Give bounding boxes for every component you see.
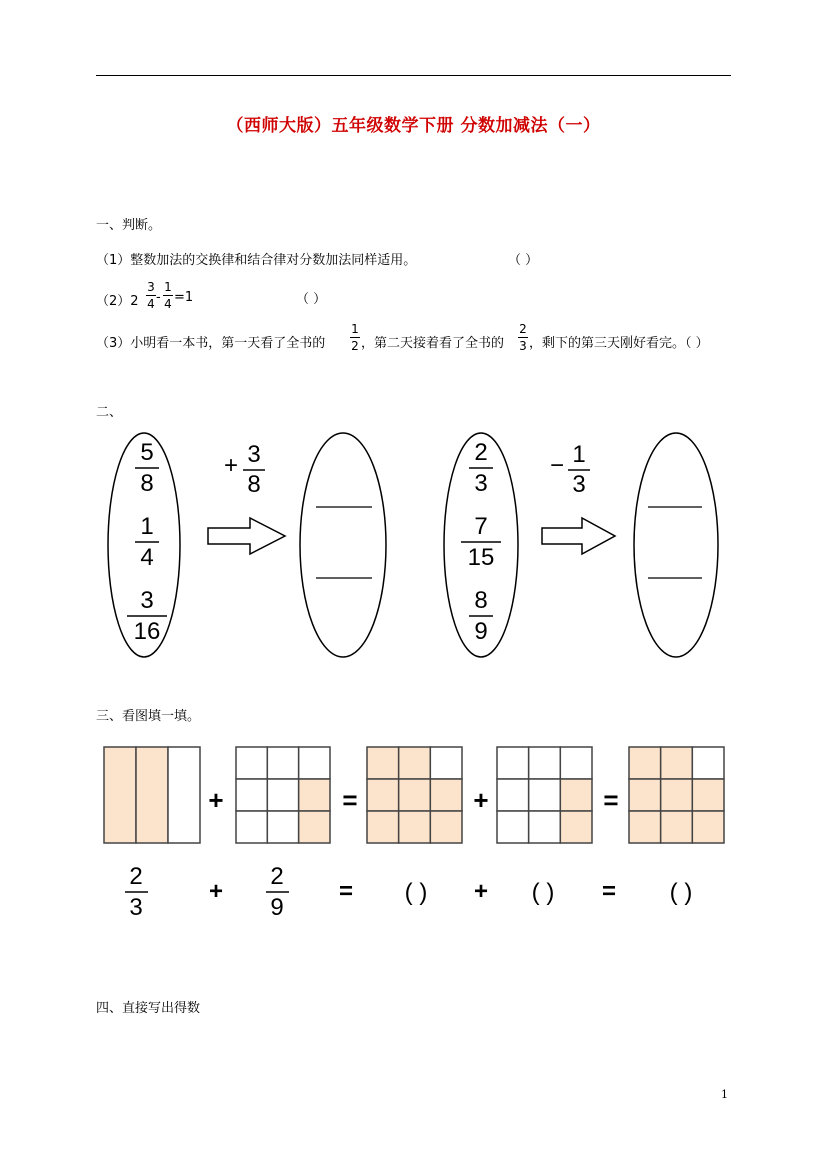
q3-fraction-1 <box>350 322 360 353</box>
input-fraction-numerator: 7 <box>474 513 488 540</box>
q2-prefix: （2）2 <box>96 294 139 309</box>
input-fraction-numerator: 2 <box>474 439 488 466</box>
shaded-cell <box>399 811 431 843</box>
eq-answer-blank-1[interactable]: ( ) <box>404 879 428 906</box>
arrow-right-icon <box>542 518 615 554</box>
shaded-cell <box>661 779 693 811</box>
section1-heading: 一、判断。 <box>96 218 162 233</box>
shaded-cell <box>367 811 399 843</box>
input-fraction-denominator: 3 <box>474 470 488 497</box>
q3-frac1-num: 1 <box>351 322 359 336</box>
q3-fraction-2 <box>518 322 528 353</box>
shaded-cell <box>136 747 168 843</box>
grid-cell <box>236 779 267 811</box>
q2-suffix: =1 <box>174 290 194 305</box>
eq-equals: = <box>338 878 354 905</box>
op-plus: + <box>208 785 224 815</box>
q3-frac2-den: 3 <box>519 339 527 353</box>
page-title: （西师大版）五年级数学下册 分数加减法（一） <box>226 116 601 136</box>
grid-cell <box>267 779 298 811</box>
shaded-cell <box>430 779 462 811</box>
arrow-right-icon <box>208 518 285 554</box>
input-fraction-denominator: 16 <box>133 618 161 645</box>
eq-equals: = <box>601 878 617 905</box>
input-fraction-denominator: 4 <box>140 544 154 571</box>
grid-addend-two <box>497 747 592 843</box>
q2-fraction-2 <box>163 280 173 311</box>
grid-cell <box>267 747 298 779</box>
fraction-bar <box>146 295 156 296</box>
grid-cell <box>497 779 529 811</box>
shaded-cell <box>661 747 693 779</box>
q3-part2: ，第二天接着看了全书的 <box>361 336 505 351</box>
q2-frac1-den: 4 <box>147 297 155 311</box>
shaded-cell <box>692 779 724 811</box>
shaded-cell <box>367 747 399 779</box>
q1-text: （1）整数加法的交换律和结合律对分数加法同样适用。 <box>96 253 417 268</box>
q2-answer-blank[interactable]: （ ） <box>296 292 327 307</box>
grid-cell <box>168 747 200 843</box>
grid-addition-diagram <box>0 740 827 920</box>
grid-sum-one <box>367 747 462 843</box>
shaded-cell <box>399 779 431 811</box>
q3-part1: （3）小明看一本书，第一天看了全书的 <box>96 336 326 351</box>
shaded-cell <box>629 747 661 779</box>
shaded-cell <box>661 811 693 843</box>
eq-frac2-den: 9 <box>270 894 284 920</box>
shaded-cell <box>299 811 330 843</box>
section3-heading: 三、看图填一填。 <box>96 709 201 724</box>
grid-cell <box>236 811 267 843</box>
grid-cell <box>267 811 298 843</box>
right-op-den: 3 <box>572 471 586 498</box>
grid-two-thirds <box>104 747 200 843</box>
fraction-bar <box>163 295 173 296</box>
eq-plus: + <box>473 878 489 905</box>
shaded-cell <box>367 779 399 811</box>
input-fraction-numerator: 3 <box>140 587 154 614</box>
output-oval-right <box>634 433 718 657</box>
input-fraction-numerator: 1 <box>140 513 154 540</box>
eq-frac1-den: 3 <box>129 894 143 920</box>
grid-cell <box>692 747 724 779</box>
op-equals: = <box>603 785 619 815</box>
op-plus: + <box>473 785 489 815</box>
q2-minus: - <box>156 290 161 305</box>
shaded-cell <box>104 747 136 843</box>
section2-heading: 二、 <box>96 405 123 420</box>
eq-frac2-num: 2 <box>270 863 284 890</box>
eq-plus: + <box>208 878 224 905</box>
grid-cell <box>560 747 592 779</box>
grid-cell <box>529 779 561 811</box>
fraction-machine-diagram <box>0 420 827 670</box>
shaded-cell <box>299 779 330 811</box>
right-op-num: 1 <box>572 441 586 468</box>
shaded-cell <box>430 811 462 843</box>
q3-frac2-num: 2 <box>519 322 527 336</box>
input-fraction-numerator: 5 <box>140 439 154 466</box>
left-op-den: 8 <box>247 471 261 498</box>
grid-cell <box>529 811 561 843</box>
eq-answer-blank-3[interactable]: ( ) <box>669 879 693 906</box>
page-number: 1 <box>721 1088 728 1101</box>
shaded-cell <box>560 811 592 843</box>
q2-fraction-1 <box>146 280 156 311</box>
shaded-cell <box>629 811 661 843</box>
left-op-num: 3 <box>247 441 261 468</box>
grid-total <box>629 747 724 843</box>
shaded-cell <box>629 779 661 811</box>
shaded-cell <box>692 811 724 843</box>
q3-frac1-den: 2 <box>351 339 359 353</box>
fraction-bar <box>350 337 360 338</box>
grid-cell <box>430 747 462 779</box>
grid-cell <box>529 747 561 779</box>
input-fraction-numerator: 8 <box>474 587 488 614</box>
fraction-bar <box>518 337 528 338</box>
input-fraction-denominator: 15 <box>467 544 495 571</box>
section4-heading: 四、直接写出得数 <box>96 1001 201 1016</box>
q3-part3: ，剩下的第三天刚好看完。（ ） <box>529 336 709 351</box>
header-rule <box>96 75 731 76</box>
left-op-sign: + <box>223 452 239 479</box>
grid-cell <box>236 747 267 779</box>
eq-answer-blank-2[interactable]: ( ) <box>531 879 555 906</box>
eq-frac1-num: 2 <box>129 863 143 890</box>
q2-frac2-den: 4 <box>164 297 172 311</box>
q1-answer-blank[interactable]: （ ） <box>508 253 539 268</box>
grid-two-ninths <box>236 747 330 843</box>
op-equals: = <box>342 785 358 815</box>
grid-cell <box>299 747 330 779</box>
q2-frac1-num: 3 <box>147 280 155 294</box>
shaded-cell <box>560 779 592 811</box>
shaded-cell <box>399 747 431 779</box>
grid-cell <box>497 811 529 843</box>
q2-frac2-num: 1 <box>164 280 172 294</box>
input-fraction-denominator: 8 <box>140 470 154 497</box>
output-oval-left <box>300 433 386 657</box>
right-op-sign: − <box>549 452 565 479</box>
input-fraction-denominator: 9 <box>474 618 488 645</box>
grid-cell <box>497 747 529 779</box>
